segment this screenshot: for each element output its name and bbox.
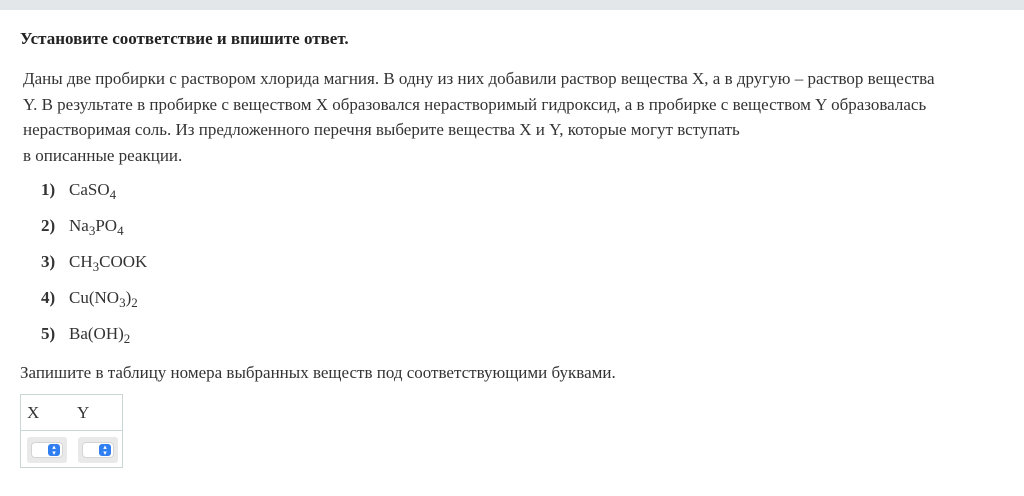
column-header-x: X xyxy=(27,403,40,422)
option-formula xyxy=(69,216,124,236)
select-arrows-icon: ▴ ▾ xyxy=(99,444,111,456)
formula-subscript: 3 xyxy=(92,259,100,274)
formula-text: CH xyxy=(69,252,93,271)
answer-table-row xyxy=(21,431,122,469)
formula-text: Ba(OH) xyxy=(69,324,124,343)
task-instruction: Установите соответствие и впишите ответ. xyxy=(20,29,349,48)
answer-select-y[interactable] xyxy=(78,437,118,463)
option-item xyxy=(41,252,147,288)
option-number: 4) xyxy=(41,288,56,307)
question-line: нерастворимая соль. Из предложенного перечня выберите вещества X и Y, которые могут вступать xyxy=(23,120,740,139)
question-text xyxy=(23,66,1013,168)
formula-subscript: 2 xyxy=(131,295,138,310)
formula-subscript: 3 xyxy=(119,295,126,310)
formula-text: CaSO xyxy=(69,180,110,199)
option-item xyxy=(41,216,147,252)
formula-subscript: 2 xyxy=(123,331,131,346)
column-header-y: Y xyxy=(77,403,90,422)
option-formula xyxy=(69,180,116,200)
table-instruction: Запишите в таблицу номера выбранных веществ под соответствующими буквами. xyxy=(20,363,616,382)
option-number: 1) xyxy=(41,180,56,199)
option-number: 3) xyxy=(41,252,56,271)
formula-text: ) xyxy=(125,288,132,307)
select-arrows-icon: ▴ ▾ xyxy=(48,444,60,456)
question-line: Y. В результате в пробирке с веществом X образовался нерастворимый гидроксид, а в пробирке с веществом Y образовалась xyxy=(23,94,927,114)
option-formula xyxy=(69,324,130,344)
question-line: в описанные реакции. xyxy=(23,145,183,165)
formula-subscript: 4 xyxy=(117,223,124,238)
answer-table xyxy=(20,394,123,468)
answer-table-header xyxy=(21,395,122,431)
select-field[interactable] xyxy=(31,442,63,458)
answer-select-x[interactable] xyxy=(27,437,67,463)
option-item xyxy=(41,180,147,216)
option-number: 2) xyxy=(41,216,56,235)
option-item xyxy=(41,324,147,360)
option-formula xyxy=(69,252,147,272)
top-bar xyxy=(0,0,1024,10)
option-item xyxy=(41,288,147,324)
question-line: Даны две пробирки с раствором хлорида магния. В одну из них добавили раствор вещества X, а в другую – раствор вещества xyxy=(23,69,935,88)
formula-subscript: 3 xyxy=(88,223,96,238)
formula-subscript: 4 xyxy=(109,187,117,202)
formula-text: Cu(NO xyxy=(69,288,120,307)
formula-text: COOK xyxy=(99,252,148,271)
option-number: 5) xyxy=(41,324,56,343)
option-formula xyxy=(69,288,138,308)
select-field[interactable] xyxy=(82,442,114,458)
formula-text: PO xyxy=(95,216,118,235)
task-page xyxy=(0,10,1024,496)
formula-text: Na xyxy=(69,216,89,235)
options-list xyxy=(41,180,147,360)
